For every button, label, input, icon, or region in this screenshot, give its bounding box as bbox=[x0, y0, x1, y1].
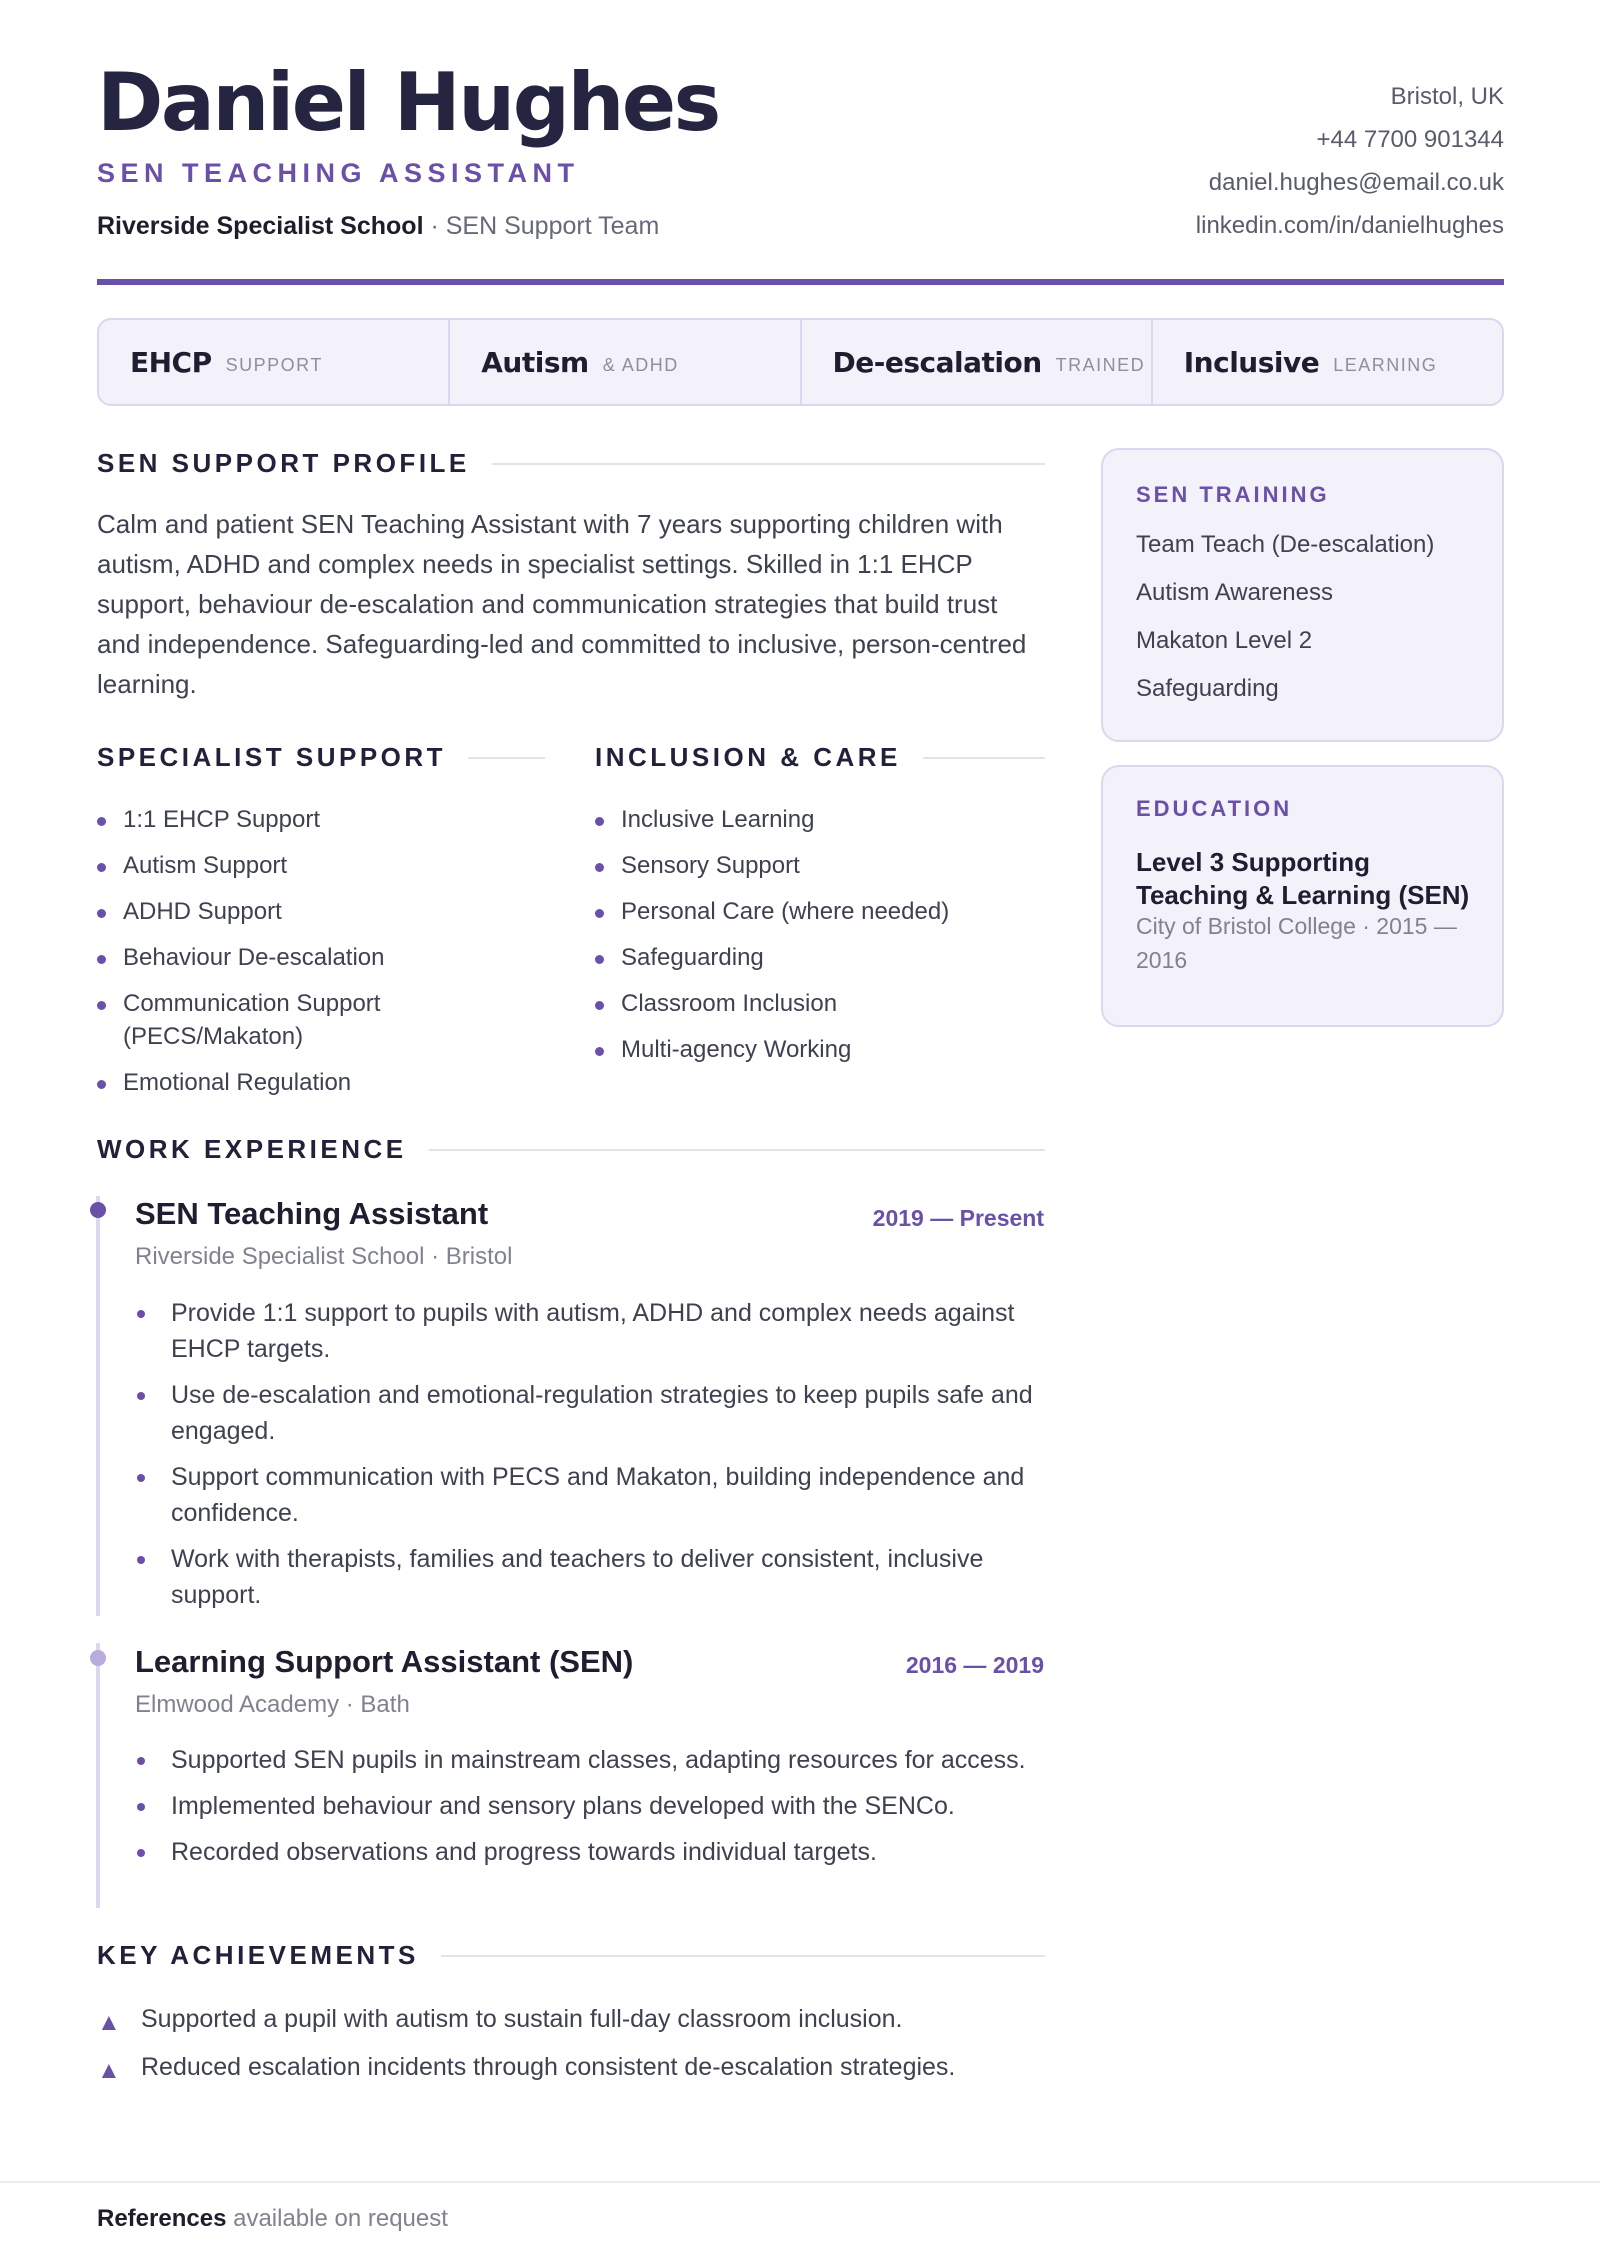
job-role: SEN TEACHING ASSISTANT bbox=[97, 158, 580, 188]
job-bullet: Provide 1:1 support to pupils with autism, ADHD and complex needs against EHCP targets. bbox=[135, 1295, 1045, 1367]
list-item: Communication Support (PECS/Makaton) bbox=[97, 987, 427, 1053]
job-organisation: Elmwood Academy · Bath bbox=[135, 1691, 410, 1718]
list-item: Personal Care (where needed) bbox=[595, 895, 1045, 928]
heading-rule bbox=[468, 757, 545, 759]
achievements-heading bbox=[97, 1940, 1045, 1971]
employer-name: Riverside Specialist School bbox=[97, 212, 424, 240]
job-dates: 2019 — Present bbox=[872, 1205, 1044, 1231]
references-note bbox=[97, 2205, 448, 2233]
references-label: References bbox=[97, 2205, 227, 2232]
highlight-item bbox=[450, 320, 801, 404]
team-name: · SEN Support Team bbox=[423, 212, 660, 240]
training-item: Makaton Level 2 bbox=[1136, 627, 1313, 654]
inclusion-heading-text: INCLUSION & CARE bbox=[595, 742, 901, 772]
timeline-dot bbox=[90, 1202, 106, 1218]
job-bullets bbox=[135, 1742, 1045, 1880]
highlight-main: Autism bbox=[481, 345, 589, 379]
job-title: SEN Teaching Assistant bbox=[135, 1196, 489, 1231]
heading-rule bbox=[429, 1149, 1045, 1151]
job-bullet: Supported SEN pupils in mainstream classes, adapting resources for access. bbox=[135, 1742, 1045, 1778]
profile-heading-text: SEN SUPPORT PROFILE bbox=[97, 448, 470, 478]
heading-rule bbox=[923, 757, 1045, 759]
job-bullet: Work with therapists, families and teachers to deliver consistent, inclusive support. bbox=[135, 1541, 1045, 1613]
achievement-text: Reduced escalation incidents through consistent de-escalation strategies. bbox=[141, 2053, 956, 2081]
candidate-name: Daniel Hughes bbox=[97, 56, 719, 149]
inclusion-heading bbox=[595, 742, 1045, 773]
highlight-main: Inclusive bbox=[1183, 345, 1320, 379]
heading-rule bbox=[441, 1955, 1045, 1957]
training-heading: SEN TRAINING bbox=[1136, 482, 1330, 507]
contact-linkedin[interactable]: linkedin.com/in/danielhughes bbox=[1195, 212, 1504, 239]
achievement-text: Supported a pupil with autism to sustain full-day classroom inclusion. bbox=[141, 2005, 903, 2033]
profile-summary: Calm and patient SEN Teaching Assistant with 7 years supporting children with autism, ADHD and complex needs in specialist settings. Skilled in 1:1 EHCP support, behaviour de-escalation and communication strategies that build trust and independence. Safeguarding-led and committed to inclusive, person-centred learning. bbox=[97, 509, 1027, 699]
highlight-item bbox=[99, 320, 450, 404]
list-item: Classroom Inclusion bbox=[595, 987, 1045, 1020]
highlight-sub: LEARNING bbox=[1333, 354, 1438, 375]
triangle-icon: ▲ bbox=[97, 2057, 121, 2084]
footer-divider bbox=[0, 2181, 1600, 2183]
highlight-main: De-escalation bbox=[832, 345, 1042, 379]
list-item: Sensory Support bbox=[595, 849, 1045, 882]
heading-rule bbox=[492, 463, 1045, 465]
contact-block bbox=[1196, 80, 1504, 252]
specialist-heading bbox=[97, 742, 545, 773]
inclusion-list bbox=[595, 803, 1045, 1079]
contact-email[interactable]: daniel.hughes@email.co.uk bbox=[1208, 169, 1504, 196]
profile-heading bbox=[97, 448, 1045, 479]
education-card bbox=[1101, 765, 1504, 1027]
list-item: Behaviour De-escalation bbox=[97, 941, 537, 974]
experience-heading bbox=[97, 1134, 1045, 1165]
highlights-bar bbox=[97, 318, 1504, 406]
list-item: Safeguarding bbox=[595, 941, 1045, 974]
training-card bbox=[1101, 448, 1504, 742]
job-bullet: Recorded observations and progress towards individual targets. bbox=[135, 1834, 1045, 1870]
list-item: ADHD Support bbox=[97, 895, 537, 928]
training-list bbox=[1136, 529, 1434, 721]
experience-heading-text: WORK EXPERIENCE bbox=[97, 1134, 407, 1164]
specialist-list bbox=[97, 803, 537, 1112]
training-item: Autism Awareness bbox=[1136, 579, 1333, 606]
highlight-sub: TRAINED bbox=[1055, 354, 1146, 375]
job-bullets bbox=[135, 1295, 1045, 1623]
education-heading: EDUCATION bbox=[1136, 796, 1293, 821]
education-degree: Level 3 Supporting Teaching & Learning (SEN) bbox=[1136, 847, 1470, 910]
list-item: Autism Support bbox=[97, 849, 537, 882]
list-item: Multi-agency Working bbox=[595, 1033, 1045, 1066]
list-item: 1:1 EHCP Support bbox=[97, 803, 537, 836]
highlight-item bbox=[1153, 320, 1502, 404]
list-item: Inclusive Learning bbox=[595, 803, 1045, 836]
timeline-line bbox=[96, 1643, 100, 1908]
contact-location: Bristol, UK bbox=[1390, 83, 1504, 110]
current-workplace bbox=[97, 212, 659, 241]
job-organisation: Riverside Specialist School · Bristol bbox=[135, 1243, 513, 1270]
highlight-sub: SUPPORT bbox=[225, 354, 323, 375]
achievements-list bbox=[97, 2001, 1057, 2097]
header-divider bbox=[97, 279, 1504, 285]
highlight-sub: & ADHD bbox=[602, 354, 679, 375]
references-text: available on request bbox=[226, 2205, 448, 2232]
triangle-icon: ▲ bbox=[97, 2009, 121, 2036]
achievement-item bbox=[97, 2001, 1057, 2037]
achievements-heading-text: KEY ACHIEVEMENTS bbox=[97, 1940, 419, 1970]
job-bullet: Support communication with PECS and Makaton, building independence and confidence. bbox=[135, 1459, 1045, 1531]
specialist-heading-text: SPECIALIST SUPPORT bbox=[97, 742, 447, 772]
timeline-line bbox=[96, 1196, 100, 1616]
training-item: Team Teach (De-escalation) bbox=[1136, 531, 1435, 558]
job-title: Learning Support Assistant (SEN) bbox=[135, 1644, 634, 1679]
job-dates: 2016 — 2019 bbox=[905, 1652, 1044, 1678]
contact-phone[interactable]: +44 7700 901344 bbox=[1316, 126, 1504, 153]
job-bullet: Use de-escalation and emotional-regulation strategies to keep pupils safe and engaged. bbox=[135, 1377, 1045, 1449]
highlight-main: EHCP bbox=[130, 345, 212, 379]
education-institution: City of Bristol College · 2015 — 2016 bbox=[1136, 913, 1457, 973]
training-item: Safeguarding bbox=[1136, 675, 1279, 702]
timeline-dot bbox=[90, 1650, 106, 1666]
achievement-item bbox=[97, 2049, 1057, 2085]
list-item: Emotional Regulation bbox=[97, 1066, 537, 1099]
job-bullet: Implemented behaviour and sensory plans developed with the SENCo. bbox=[135, 1788, 1045, 1824]
highlight-item bbox=[802, 320, 1153, 404]
